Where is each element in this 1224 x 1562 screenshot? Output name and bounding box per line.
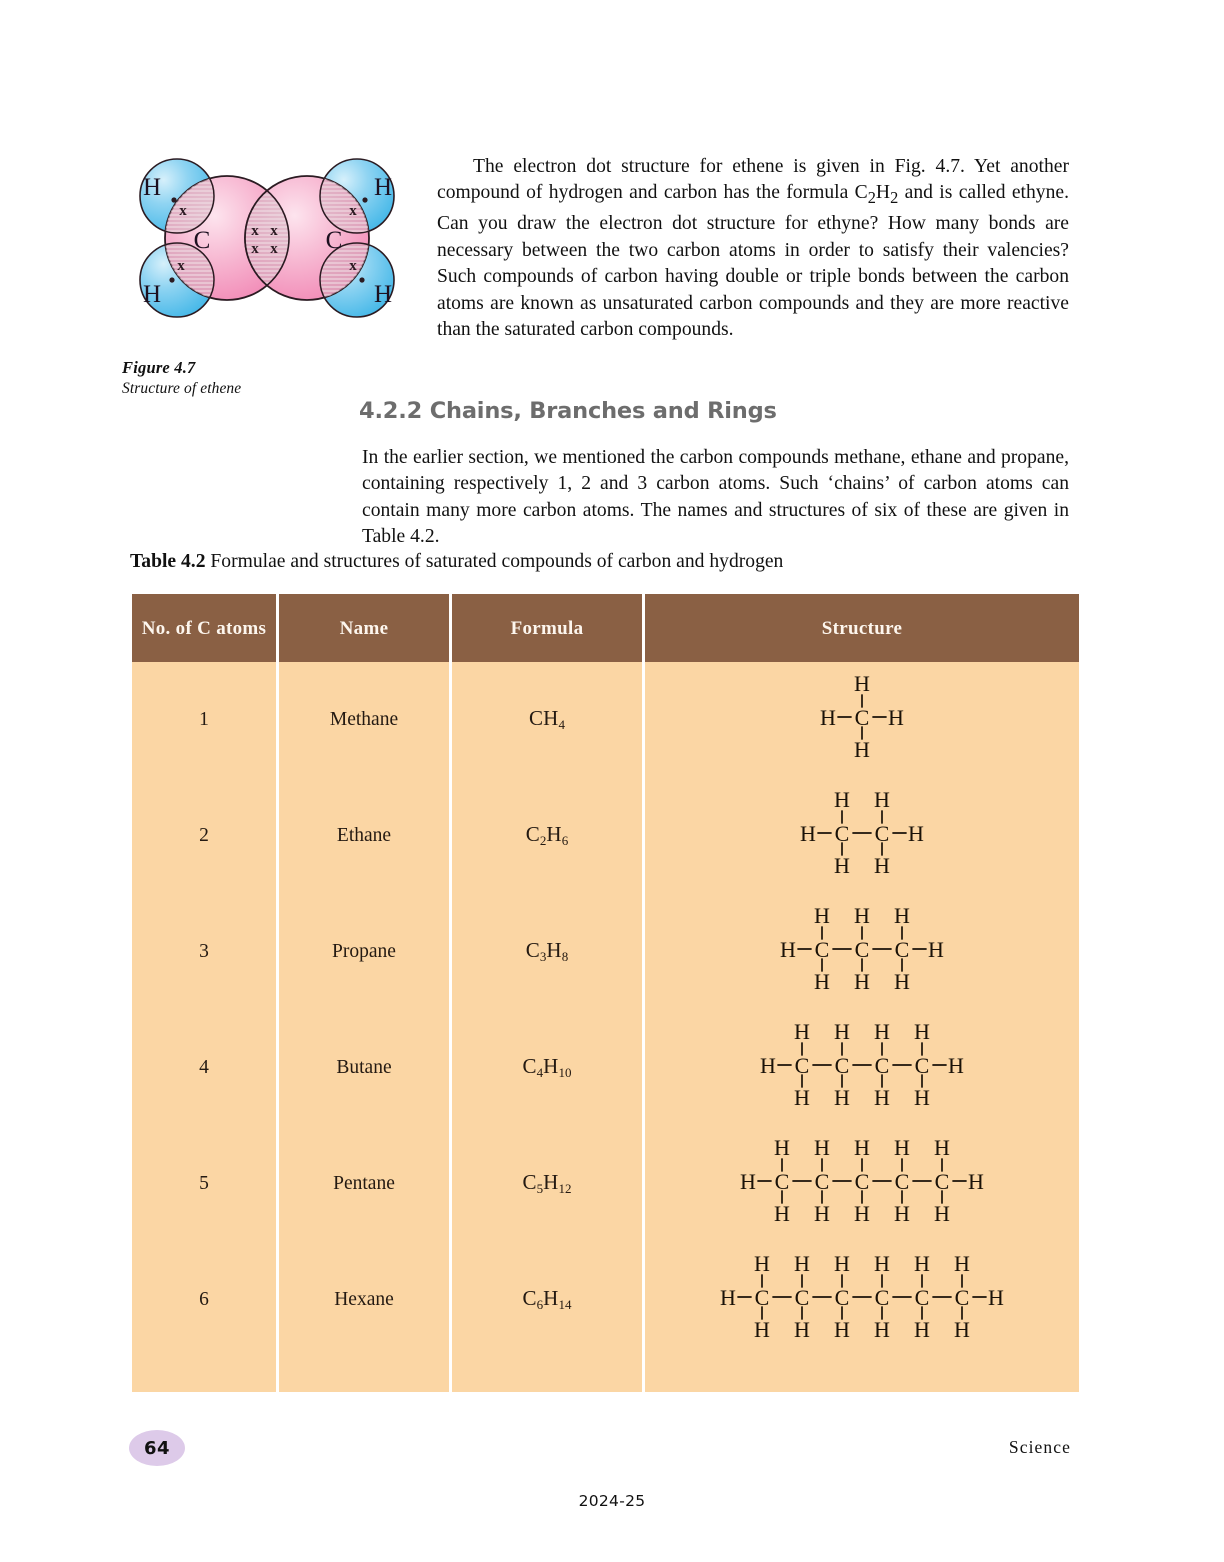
- structure-atom-hydrogen: H: [908, 821, 924, 846]
- structure-atom-carbon: C: [934, 1169, 950, 1194]
- cell-structure: [645, 1010, 1079, 1126]
- structure-atom-carbon: C: [874, 1053, 890, 1078]
- svg-text:x: x: [251, 241, 259, 257]
- structure-atom-hydrogen: H: [814, 1135, 830, 1160]
- structure-atom-carbon: C: [794, 1053, 810, 1078]
- structure-atom-hydrogen: H: [954, 1317, 970, 1342]
- structure-atom-hydrogen: H: [820, 705, 836, 730]
- cell-structure: [645, 894, 1079, 1010]
- structure-atom-carbon: C: [754, 1285, 770, 1310]
- figure-block: [122, 138, 412, 398]
- structure-atom-hydrogen: H: [874, 1085, 890, 1110]
- table-row: [132, 778, 1079, 894]
- table-caption-text: Formulae and structures of saturated compounds of carbon and hydrogen: [205, 551, 784, 572]
- structure-atom-hydrogen: H: [814, 969, 830, 994]
- structure-atom-hydrogen: H: [914, 1019, 930, 1044]
- cell-compound-name: Methane: [279, 662, 449, 778]
- label-h-top-right: H: [373, 174, 393, 201]
- intro-paragraph: The electron dot structure for ethene is given in Fig. 4.7. Yet another compound of hydrogen and carbon has the formula $C_2H_2$ and is called ethyne. Can you draw the electron dot structure for ethyne? How many bonds are necessary between the two carbon atoms in order to satisfy their valencies? Such compounds of carbon having double or triple bonds between the carbon atoms are known as unsaturated carbon compounds and they are more reactive than the saturated carbon compounds.: [437, 155, 1069, 340]
- figure-caption-title: Figure 4.7: [122, 358, 196, 377]
- structure-atom-carbon: C: [854, 1169, 870, 1194]
- structural-formula-butane: [751, 1017, 973, 1113]
- structure-atom-carbon: C: [814, 1169, 830, 1194]
- svg-text:x: x: [349, 203, 357, 219]
- section-paragraph: In the earlier section, we mentioned the carbon compounds methane, ethane and propane, containing respectively 1, 2 and 3 carbon atoms. Such ‘chains’ of carbon atoms can contain many more carbon atoms. The names and structures of six of these are given in Table 4.2.: [362, 446, 1069, 548]
- structure-atom-carbon: C: [854, 705, 870, 730]
- structure-atom-hydrogen: H: [968, 1169, 984, 1194]
- page-number-badge: 64: [129, 1430, 185, 1466]
- cell-structure: [645, 1242, 1079, 1358]
- table-row: [132, 1126, 1079, 1242]
- structure-atom-hydrogen: H: [888, 705, 904, 730]
- table-caption: [130, 551, 783, 573]
- structure-atom-hydrogen: H: [934, 1201, 950, 1226]
- structure-atom-carbon: C: [894, 1169, 910, 1194]
- footer-year: 2024-25: [578, 1492, 646, 1510]
- structure-atom-hydrogen: H: [794, 1251, 810, 1276]
- structure-atom-carbon: C: [834, 1285, 850, 1310]
- svg-text:x: x: [177, 258, 185, 274]
- cell-structure: [645, 778, 1079, 894]
- structure-atom-hydrogen: H: [834, 1019, 850, 1044]
- cell-carbon-count: 6: [132, 1242, 276, 1358]
- structure-atom-hydrogen: H: [754, 1251, 770, 1276]
- structural-formula-ethane: [791, 785, 933, 881]
- structure-atom-hydrogen: H: [894, 969, 910, 994]
- structure-atom-hydrogen: H: [928, 937, 944, 962]
- structure-atom-hydrogen: H: [794, 1085, 810, 1110]
- structure-atom-carbon: C: [794, 1285, 810, 1310]
- column-header-carbon-count: No. of C atoms: [132, 594, 276, 662]
- cell-compound-name: Hexane: [279, 1242, 449, 1358]
- footer-subject: Science: [1008, 1437, 1071, 1457]
- svg-text:x: x: [251, 223, 259, 239]
- svg-text:x: x: [349, 258, 357, 274]
- structure-atom-hydrogen: H: [874, 853, 890, 878]
- structure-atom-carbon: C: [834, 1053, 850, 1078]
- label-h-top-left: H: [142, 174, 162, 201]
- structure-atom-hydrogen: H: [800, 821, 816, 846]
- cell-formula: $CH_4$: [452, 662, 642, 778]
- structural-formula-hexane: [711, 1249, 1013, 1345]
- structure-atom-hydrogen: H: [854, 737, 870, 762]
- structure-atom-hydrogen: H: [948, 1053, 964, 1078]
- structure-atom-hydrogen: H: [854, 1201, 870, 1226]
- structure-atom-hydrogen: H: [794, 1317, 810, 1342]
- structure-atom-hydrogen: H: [934, 1135, 950, 1160]
- cell-compound-name: Propane: [279, 894, 449, 1010]
- figure-caption-subtitle: Structure of ethene: [122, 380, 242, 397]
- structure-atom-hydrogen: H: [760, 1053, 776, 1078]
- structure-atom-carbon: C: [814, 937, 830, 962]
- structural-formula-propane: [771, 901, 953, 997]
- structure-atom-carbon: C: [914, 1285, 930, 1310]
- cell-formula: $C_2H_6$: [452, 778, 642, 894]
- structure-atom-hydrogen: H: [834, 787, 850, 812]
- svg-text:x: x: [270, 241, 278, 257]
- structure-atom-hydrogen: H: [740, 1169, 756, 1194]
- structure-atom-carbon: C: [834, 821, 850, 846]
- cell-carbon-count: 1: [132, 662, 276, 778]
- label-h-bottom-right: H: [373, 281, 393, 308]
- table-row: [132, 1010, 1079, 1126]
- structure-atom-hydrogen: H: [914, 1317, 930, 1342]
- table-bottom-spacer: [132, 1358, 1079, 1392]
- structural-formula-methane: [811, 669, 913, 765]
- cell-structure: [645, 662, 1079, 778]
- structure-atom-carbon: C: [854, 937, 870, 962]
- cell-compound-name: Butane: [279, 1010, 449, 1126]
- structure-atom-hydrogen: H: [794, 1019, 810, 1044]
- structure-atom-hydrogen: H: [854, 903, 870, 928]
- structure-atom-hydrogen: H: [854, 969, 870, 994]
- column-header-structure: Structure: [645, 594, 1079, 662]
- svg-text:x: x: [270, 223, 278, 239]
- structure-atom-hydrogen: H: [874, 1317, 890, 1342]
- label-c-left: C: [193, 227, 211, 254]
- structure-atom-carbon: C: [874, 1285, 890, 1310]
- ethene-structure-diagram: [122, 138, 412, 338]
- structure-atom-hydrogen: H: [834, 1251, 850, 1276]
- structure-atom-hydrogen: H: [894, 1135, 910, 1160]
- label-h-bottom-left: H: [142, 281, 162, 308]
- cell-carbon-count: 2: [132, 778, 276, 894]
- cell-compound-name: Ethane: [279, 778, 449, 894]
- structure-atom-hydrogen: H: [914, 1251, 930, 1276]
- structure-atom-carbon: C: [914, 1053, 930, 1078]
- cell-formula: $C_5H_{12}$: [452, 1126, 642, 1242]
- cell-structure: [645, 1126, 1079, 1242]
- structure-atom-hydrogen: H: [988, 1285, 1004, 1310]
- table-row: [132, 894, 1079, 1010]
- structure-atom-hydrogen: H: [914, 1085, 930, 1110]
- label-c-right: C: [325, 227, 343, 254]
- table-row: [132, 662, 1079, 778]
- section-heading: 4.2.2 Chains, Branches and Rings: [359, 397, 777, 424]
- cell-compound-name: Pentane: [279, 1126, 449, 1242]
- structure-atom-hydrogen: H: [874, 1019, 890, 1044]
- compounds-table: [129, 594, 1082, 1392]
- table-body: [132, 662, 1079, 1392]
- column-header-name: Name: [279, 594, 449, 662]
- structural-formula-pentane: [731, 1133, 993, 1229]
- cell-formula: $C_4H_{10}$: [452, 1010, 642, 1126]
- structure-atom-hydrogen: H: [754, 1317, 770, 1342]
- svg-text:x: x: [179, 203, 187, 219]
- column-header-formula: Formula: [452, 594, 642, 662]
- structure-atom-hydrogen: H: [874, 787, 890, 812]
- cell-carbon-count: 3: [132, 894, 276, 1010]
- structure-atom-carbon: C: [874, 821, 890, 846]
- ethene-svg: [122, 138, 412, 338]
- table-row: [132, 1242, 1079, 1358]
- structure-atom-hydrogen: H: [954, 1251, 970, 1276]
- cell-carbon-count: 5: [132, 1126, 276, 1242]
- table-header-row: [132, 594, 1079, 662]
- structure-atom-hydrogen: H: [894, 903, 910, 928]
- structure-atom-hydrogen: H: [834, 1317, 850, 1342]
- cell-formula: $C_6H_{14}$: [452, 1242, 642, 1358]
- structure-atom-hydrogen: H: [854, 671, 870, 696]
- structure-atom-hydrogen: H: [774, 1135, 790, 1160]
- cell-formula: $C_3H_8$: [452, 894, 642, 1010]
- cell-carbon-count: 4: [132, 1010, 276, 1126]
- structure-atom-hydrogen: H: [814, 1201, 830, 1226]
- structure-atom-hydrogen: H: [814, 903, 830, 928]
- structure-atom-hydrogen: H: [774, 1201, 790, 1226]
- structure-atom-hydrogen: H: [780, 937, 796, 962]
- structure-atom-hydrogen: H: [834, 853, 850, 878]
- table-caption-label: Table 4.2: [130, 551, 206, 572]
- structure-atom-hydrogen: H: [894, 1201, 910, 1226]
- structure-atom-carbon: C: [774, 1169, 790, 1194]
- structure-atom-hydrogen: H: [834, 1085, 850, 1110]
- structure-atom-carbon: C: [954, 1285, 970, 1310]
- structure-atom-hydrogen: H: [720, 1285, 736, 1310]
- structure-atom-carbon: C: [894, 937, 910, 962]
- structure-atom-hydrogen: H: [874, 1251, 890, 1276]
- structure-atom-hydrogen: H: [854, 1135, 870, 1160]
